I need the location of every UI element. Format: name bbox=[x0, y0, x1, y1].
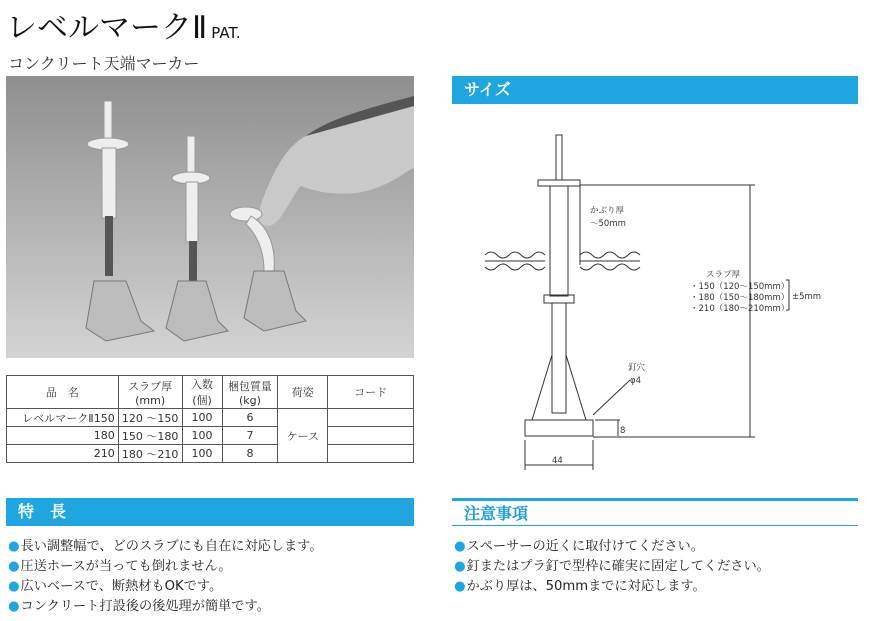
col-name: 品 名 bbox=[7, 376, 119, 409]
col-qty: 入数 (個) bbox=[182, 376, 222, 409]
packing-cell: ケース bbox=[278, 409, 328, 463]
size-diagram bbox=[470, 115, 860, 480]
svg-text:・180（150～180mm）: ・180（150～180mm） bbox=[690, 293, 790, 303]
spec-table bbox=[6, 375, 414, 463]
list-item: ●広いベースで、断熱材もOKです。 bbox=[8, 579, 223, 594]
product-photo bbox=[6, 76, 414, 358]
svg-text:・210（180～210mm）: ・210（180～210mm） bbox=[690, 304, 790, 314]
size-section-header: サイズ bbox=[452, 76, 858, 104]
list-item: ●かぶり厚は、50mmまでに対応します。 bbox=[454, 579, 706, 594]
features-list bbox=[8, 537, 323, 617]
svg-text:スラブ厚: スラブ厚 bbox=[706, 270, 741, 280]
col-code: コード bbox=[328, 376, 414, 409]
svg-text:・150（120～150mm）: ・150（120～150mm） bbox=[690, 282, 790, 292]
col-packing: 荷姿 bbox=[278, 376, 328, 409]
page-subtitle: コンクリート天端マーカー bbox=[8, 54, 200, 73]
list-item: ●圧送ホースが当っても倒れません。 bbox=[8, 559, 232, 574]
table-row: レベルマークⅡ150 120 ～150 100 6 ケース bbox=[7, 409, 414, 427]
patent-mark: PAT. bbox=[211, 24, 241, 42]
svg-text:44: 44 bbox=[552, 456, 563, 466]
list-item: ●長い調整幅で、どのスラブにも自在に対応します。 bbox=[8, 539, 323, 554]
table-row: 210 180 ～210 100 8 bbox=[7, 445, 414, 463]
page-title: レベルマークⅡ PAT. bbox=[6, 10, 241, 46]
svg-text:8: 8 bbox=[620, 426, 626, 436]
table-header-row bbox=[7, 376, 414, 409]
svg-text:かぶり厚: かぶり厚 bbox=[590, 206, 625, 216]
notes-section-header: 注意事項 bbox=[452, 498, 858, 526]
list-item: ●スペーサーの近くに取付けてください。 bbox=[454, 539, 704, 554]
notes-list bbox=[454, 537, 770, 597]
svg-text:φ4: φ4 bbox=[630, 376, 642, 386]
svg-text:±5mm: ±5mm bbox=[792, 292, 822, 302]
svg-text:釘穴: 釘穴 bbox=[628, 363, 646, 373]
list-item: ●コンクリート打設後の後処理が簡単です。 bbox=[8, 599, 270, 614]
svg-text:～50mm: ～50mm bbox=[590, 219, 626, 229]
col-slab: スラブ厚 (mm) bbox=[118, 376, 182, 409]
table-row: 180 150 ～180 100 7 bbox=[7, 427, 414, 445]
features-section-header: 特 長 bbox=[6, 498, 414, 526]
col-mass: 梱包質量 (kg) bbox=[222, 376, 278, 409]
list-item: ●釘またはプラ釘で型枠に確実に固定してください。 bbox=[454, 559, 770, 574]
